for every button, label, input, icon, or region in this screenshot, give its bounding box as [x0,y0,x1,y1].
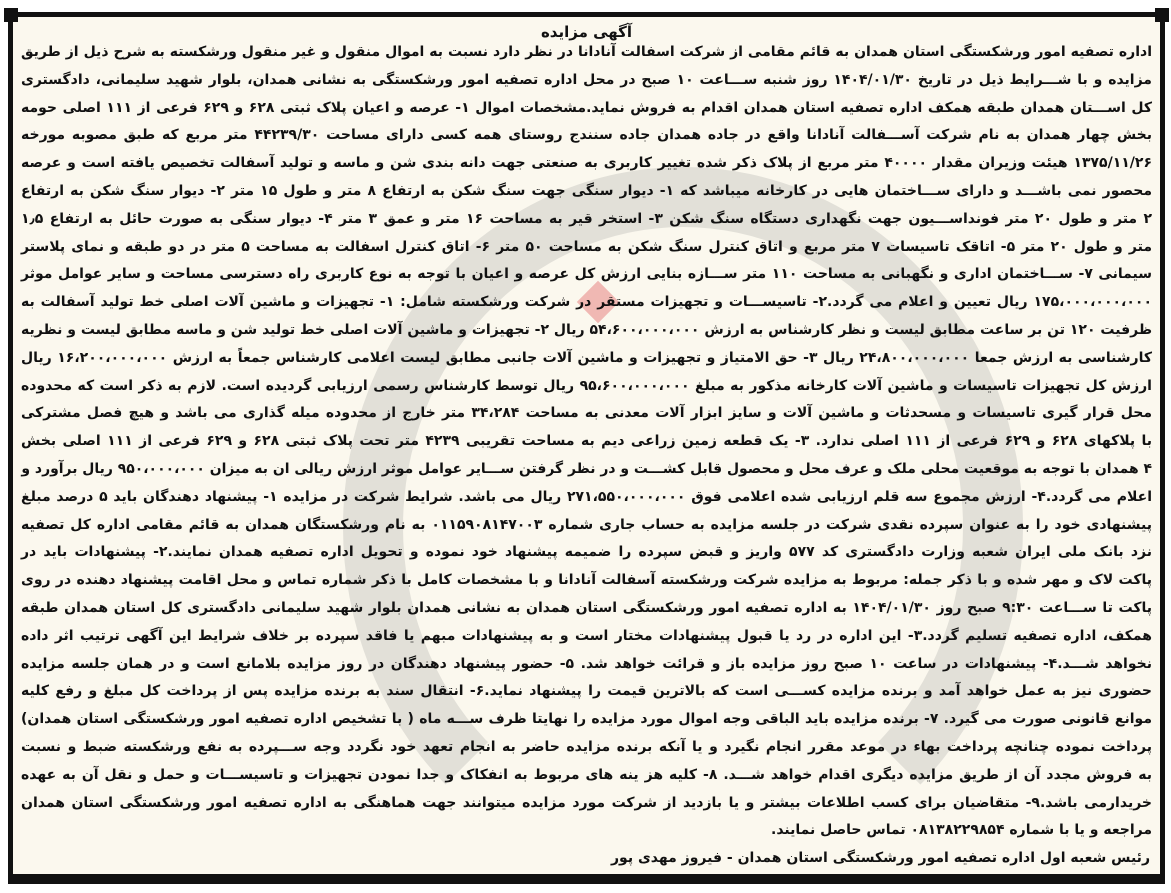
notice-line: متر و طول ۲۰ متر ۵- اتاقک تاسیسات ۷ متر مربع و اتاق کنترل سنگ شکن به مساحت ۵۰ متر ۶- اتاق کنترل اسفالت به مساحت ۵ متر در دو طبقه و نمای پلاستر [21,238,1152,255]
notice-line: ارزش کل تجهیزات تاسیسات و ماشین آلات کارخانه مذکور به مبلغ ۹۵،۶۰۰،۰۰۰،۰۰۰ ریال توسط کارشناس رسمی ارزیابی گردیده است. لازم به ذکر است که محدوده [21,377,1152,394]
notice-line: محصور نمی باشـــد و دارای ســـاختمان هایی در کارخانه میباشد که ۱- دیوار سنگی جهت سنگ شکن به ارتفاع ۸ متر و طول ۱۵ متر ۲- دیوار سنگ شکن به ارتفاع [21,182,1153,199]
notice-line: پرداخت نموده چنانچه پرداخت بهاء در موعد مقرر انجام نگیرد و یا آنکه برنده مزایده حاضر به انجام تعهد خود نگردد وجه ســـپرده به نفع ورشکسته ضبط و نسبت [21,738,1152,755]
notice-line: موانع قانونی صورت می گیرد. ۷- برنده مزایده باید الباقی وجه اموال مورد مزایده را نهایتا ظرف ســـه ماه ( با تشخیص اداره تصفیه امور ورشکستگی استان همدان) [21,711,1152,728]
notice-line: حضوری نیز به عمل خواهد آمد و برنده مزایده کســـی است که بالاترین قیمت را پیشنهاد نماید.۶- انتقال سند به برنده مزایده پس از پرداخت کل مبلغ و رفع کلیه [21,683,1153,700]
notice-line: نزد بانک ملی ایران شعبه وزارت دادگستری کد ۵۷۷ واریز و قبض سپرده را ضمیمه پیشنهاد خود نموده و تحویل اداره تصفیه همدان نمایند.۲- پیشنهادات باید در [21,544,1152,561]
notice-line: ظرفیت ۱۲۰ تن بر ساعت مطابق لیست و نظر کارشناس به ارزش ۵۴،۶۰۰،۰۰۰،۰۰۰ ریال ۲- تجهیزات و ماشین آلات اصلی خط تولید شن و ماسه مطابق لیست و نظریه [21,321,1153,338]
notice-line: ۴ همدان با توجه به موقعیت محلی ملک و عرف محل و محصول قابل کشـــت و در نظر گرفتن ســـایر عوامل موثر ارزش ریالی ان به میزان ۹۵۰،۰۰۰،۰۰۰ ریال برآورد و [21,460,1152,477]
bottom-divider [13,874,1160,879]
notice-line: کارشناسی به ارزش جمعا ۲۴،۸۰۰،۰۰۰،۰۰۰ ریال ۳- حق الامتیاز و تجهیزات و ماشین آلات جانبی مطابق لیست اعلامی کارشناس جمعاً به ارزش ۱۶،۲۰۰،۰۰۰،۰۰۰ ریال [21,349,1153,366]
notice-line: پیشنهادی خود را به عنوان سپرده نقدی شرکت در جلسه مزایده به حساب جاری شماره ۰۱۱۵۹۰۸۱۴۷۰۰۳ به نام ورشکستگان همدان به قائم مقامی اداره کل تصفیه [21,516,1152,533]
notice-line: با پلاکهای ۶۲۸ و ۶۲۹ فرعی از ۱۱۱ اصلی ندارد. ۳- یک قطعه زمین زراعی دیم به مساحت تقریبی ۴۲۳۹ متر تحت پلاک ثبتی ۶۲۸ و ۶۲۹ فرعی از ۱۱۱ اصلی بخش [21,433,1152,450]
notice-line: نخواهد شـــد.۴- پیشنهادات در ساعت ۱۰ صبح روز مزایده باز و قرائت خواهد شد. ۵- حضور پیشنهاد دهندگان در روز مزایده بلامانع است و در همان جلسه مزایده [21,655,1152,672]
auction-notice [8,12,1165,884]
notice-line: کل اســـتان همدان طبقه همکف اداره تصفیه استان همدان اقدام به فروش نماید.مشخصات اموال ۱- عرصه و اعیان پلاک ثبتی ۶۲۸ و ۶۲۹ فرعی از ۱۱۱ اصلی حومه [21,99,1153,116]
notice-line: همکف، اداره تصفیه تسلیم گردد.۳- این اداره در رد یا قبول پیشنهادات مختار است و به پیشنهادات مبهم یا فاقد سپرده بر خلاف شرایط این آگهی ترتیب اثر داده [21,627,1152,644]
notice-line: خریدارمی باشد.۹- متقاضیان برای کسب اطلاعات بیشتر و یا بازدید از شرکت مورد مزایده میتوانند جهت هماهنگی به اداره تصفیه امور ورشکستگی استان همدان [21,794,1152,811]
notice-line: اداره تصفیه امور ورشکستگی استان همدان به قائم مقامی از شرکت اسفالت آنادانا در نظر دارد نسبت به اموال منقول و غیر منقول ورشکسته به شرح ذیل از طریق [21,44,1152,60]
notice-line: ۲ متر و طول ۲۰ متر فونداســـیون جهت نگهداری دستگاه سنگ شکن ۳- استخر قیر به مساحت ۱۶ متر و عمق ۳ متر ۴- دیوار سنگی به صورت حائل به ارتفاع ۱٫۵ [21,210,1153,227]
notice-line: محل قرار گیری تاسیسات و مسحدثات و ماشین آلات و سایز ابزار آلات معدنی به مساحت ۳۴،۲۸۴ متر خارج از محدوده میله گذاری می باشد و هیچ فصل مشترکی [21,405,1152,422]
notice-title: آگهی مزایده [540,23,633,41]
notice-line: پاکت لاک و مهر شده و با ذکر جمله: مربوط به مزایده شرکت ورشکسته آسفالت آنادانا و با مشخصات کامل با ذکر شماره تماس و محل اقامت پیشنهاد دهنده در روی [21,572,1152,589]
notice-line: مزایده و با شـــرایط ذیل در تاریخ ۱۴۰۴/۰۱/۳۰ روز شنبه ســـاعت ۱۰ صبح در محل اداره تصفیه امور ورشکستگی به نشانی همدان، بلوار شهید سلیمانی، دادگستری [21,71,1152,88]
signature: رئیس شعبه اول اداره تصفیه امور ورشکستگی استان همدان - فیروز مهدی پور [610,850,1150,866]
notice-line: ۱۷۵،۰۰۰،۰۰۰،۰۰۰ ریال تعیین و اعلام می گردد.۲- تاسیســـات و تجهیزات مستقر در شرکت ورشکسته شامل: ۱- تجهیزات و ماشین آلات اصلی خط تولید آسفالت به [21,294,1152,311]
notice-line: بخش چهار همدان به نام شرکت آســـفالت آنادانا واقع در جاده همدان جاده سنندج روستای همه کسی دارای مساحت ۴۴۲۳۹/۳۰ متر مربع که طبق مصوبه مورخه [21,127,1153,144]
notice-line: پاکت تا ســـاعت ۹:۳۰ صبح روز ۱۴۰۴/۰۱/۳۰ به اداره تصفیه امور ورشکستگی استان همدان به نشانی همدان بلوار شهید سلیمانی دادگستری کل استان همدان طبقه [21,599,1153,616]
notice-line: اعلام می گردد.۴- ارزش مجموع سه قلم ارزیابی شده اعلامی فوق ۲۷۱،۵۵۰،۰۰۰،۰۰۰ ریال می باشد. شرایط شرکت در مزایده ۱- پیشنهاد دهندگان باید ۵ درصد مبلغ [21,488,1152,505]
notice-line: به فروش مجدد آن از طریق مزایده دیگری اقدام خواهد شـــد. ۸- کلیه هز ینه های مربوط به انفکاک و جدا نمودن تجهیزات و تاسیســـات و حمل و نقل آن به عهده [21,766,1152,783]
notice-body [21,39,1152,845]
notice-line: ۱۳۷۵/۱۱/۲۶ هیئت وزیران مقدار ۴۰۰۰۰ متر مربع از پلاک ذکر شده تغییر کاربری به صنعتی جهت دانه بندی شن و ماسه و تولید آسفالت تخصیص یافته است و عرصه [21,155,1153,172]
notice-line: مراجعه و یا با شماره ۰۸۱۳۸۲۲۹۸۵۴ تماس حاصل نمایند. [771,822,1152,839]
notice-line: سیمانی ۷- ســـاختمان اداری و نگهبانی به مساحت ۱۱۰ متر ســـازه بنایی ارزش کل عرصه و اعیان با توجه به نوع کاربری راه دسترسی مساحت و سایر عوامل موثر [21,266,1152,283]
